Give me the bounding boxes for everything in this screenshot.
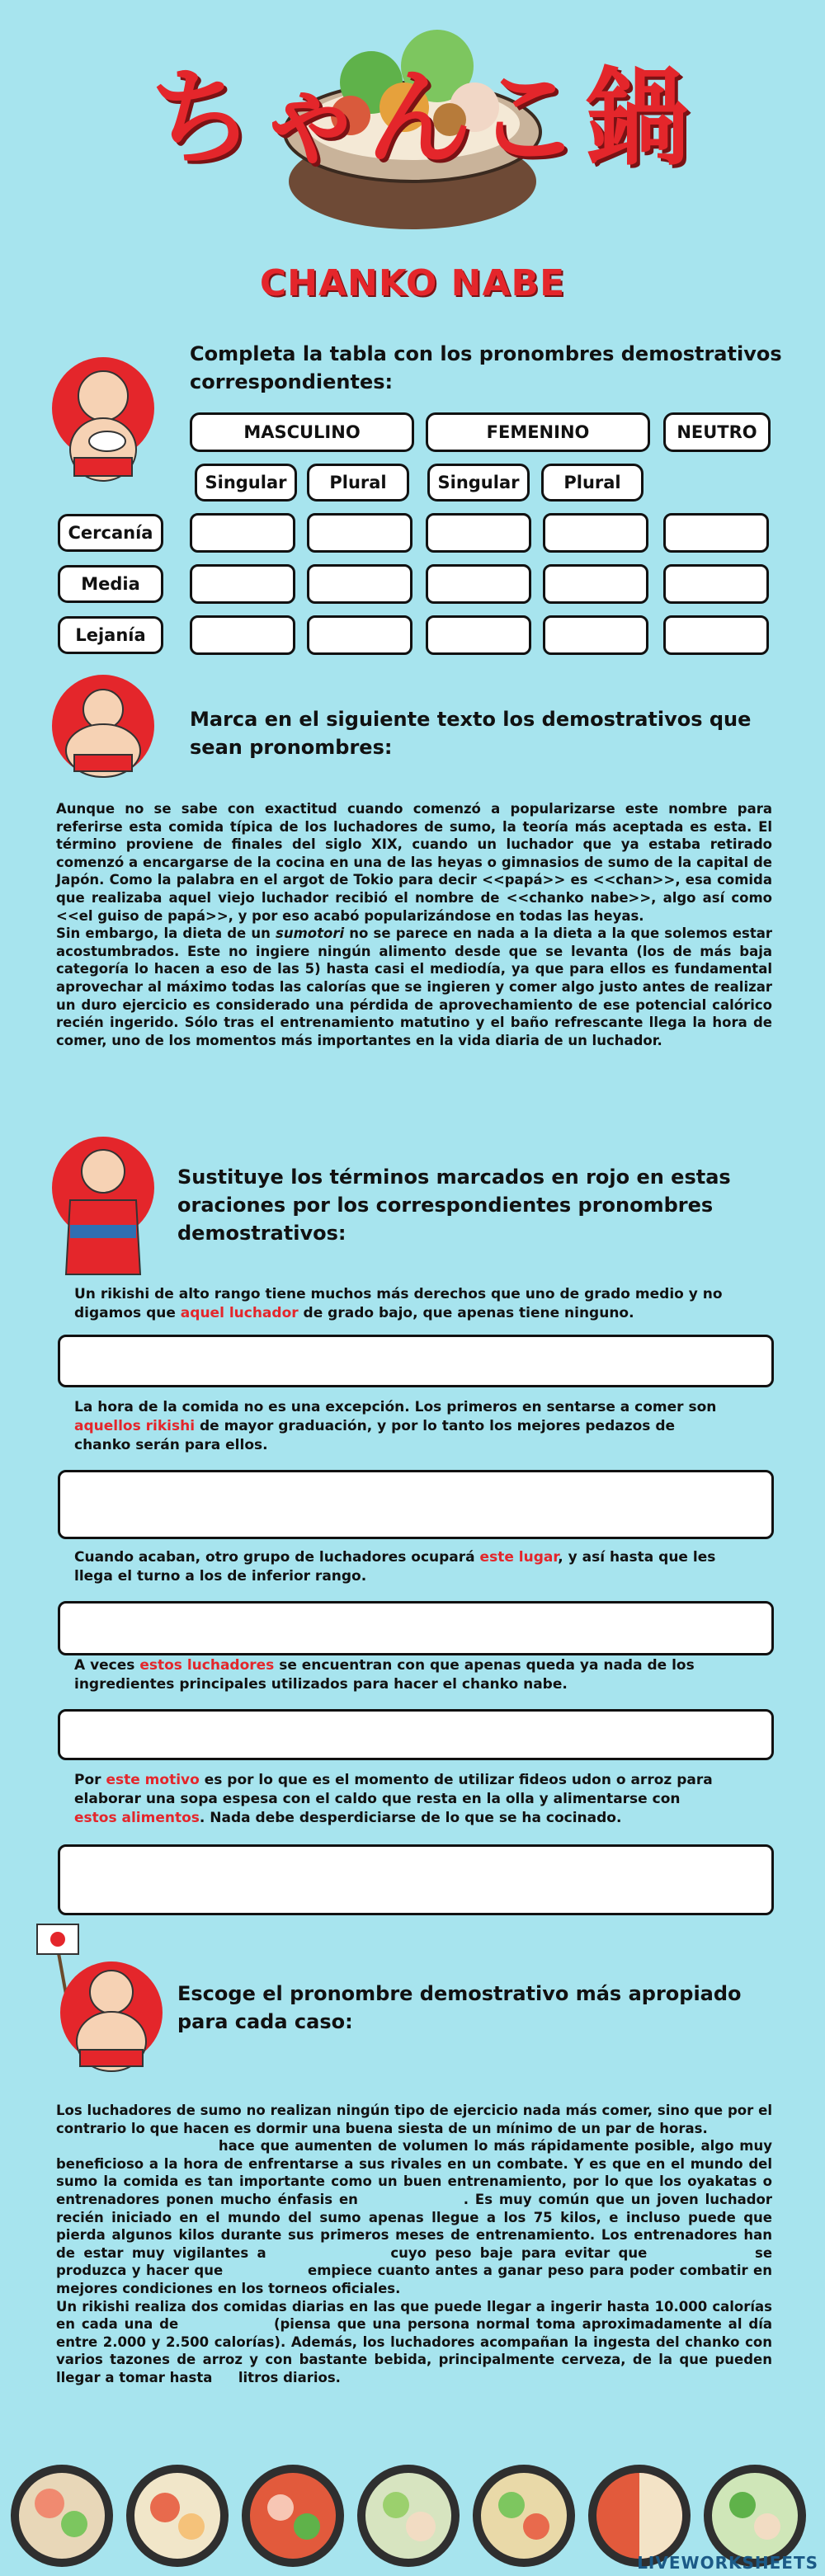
section2-instruction: Marca en el siguiente texto los demostrativos que sean pronombres: [190,708,752,759]
marked-term: estos luchadores [139,1657,275,1674]
section3-instruction: Sustituye los términos marcados en rojo en estas oraciones por los correspondientes pronombres demostrativos: [177,1166,731,1245]
sumo-kimono-illustration [50,1134,157,1283]
reading-paragraph-1: Aunque no se sabe con exactitud cuando comenzó a popularizarse este nombre para referirse esta comida típica de los luchadores de sumo, la teoría más aceptada es esta. El término proviene de finales del siglo XIX, cuando un luchador que ya estaba retirado comenzó a encargarse de la cocina en una de las heyas o gimnasios de sumo de la capital de Japón. Como la palabra en el argot de Tokio para decir <<papá>> es <<chan>>, esa comida que realizaba aquel viejo luchador recibió el nombre de <<chanko nabe>>, algo así como <<el guiso de papá>>, y por eso acabó popularizándose en todas las heyas. [56,801,772,924]
sentence-3: Cuando acaban, otro grupo de luchadores ocupará este lugar, y así hasta que les llega el turno a los de inferior rango. [74,1549,716,1585]
choice-blank[interactable] [365,2191,464,2204]
answer-cell[interactable] [426,513,531,553]
subcol-plural-f: Plural [541,464,644,502]
section4-instruction: Escoge el pronombre demostrativo más apropiado para cada caso: [177,1982,742,2033]
answer-cell[interactable] [663,564,769,604]
answer-cell[interactable] [663,513,769,553]
choice-blank[interactable] [217,2369,233,2382]
col-neutro: NEUTRO [663,412,771,452]
answer-cell[interactable] [426,564,531,604]
choice-blank[interactable] [275,2244,382,2258]
choice-text: Los luchadores de sumo no realizan ningún tipo de ejercicio nada más comer, sino que por el contrario lo que hacen es dormir una buena siesta de un mínimo de un par de horas. hace que aumenten de volumen lo más rápidamente posible, algo muy beneficioso a la hora de enfrentarse a sus rivales en un combate. Y es que en el mundo del sumo la comida es tan importante como un buen entrenamiento, por lo que los oyakatas o entrenadores ponen mucho énfasis en . Es muy común que un joven luchador recién iniciado en el mundo del sumo apenas llegue a los 75 kilos, e incluso puede que pierda algunos kilos durante sus primeros meses de entrenamiento. Los entrenadores han de estar muy vigilantes a cuyo peso baje para evitar que se produzca y hacer que empiece cuanto antes a ganar peso para poder combatir en mejores condiciones en los torneos oficiales. Un rikishi realiza dos comidas diarias en las que puede llegar a ingerir hasta 10.000 calorías en cada una de (piensa que una persona normal toma aproximadamente al día entre 2.000 y 2.500 calorías). Además, los luchadores acompañan la ingesta del chanko con varios tazones de arroz y con bastante bebida, principalmente cerveza, de la que pueden llegar a tomar hasta litros diarios. [56,2103,773,2385]
subcol-singular-f: Singular [427,464,530,502]
answer-cell[interactable] [543,513,648,553]
sentence-1: Un rikishi de alto rango tiene muchos más derechos que uno de grado medio y no digamos que aquel luchador de grado bajo, que apenas tiene ninguno. [74,1286,723,1321]
section1-instruction: Completa la tabla con los pronombres demostrativos correspondientes: [190,342,782,393]
answer-cell[interactable] [307,564,412,604]
marked-term: este lugar [479,1549,559,1566]
reading-paragraph-2c: no se parece en nada a la dieta a la que solemos estar acostumbrados. Este no ingiere ningún alimento desde que se levanta (los de más baja categoría lo hacen a eso de las 5) hasta casi el mediodía, ya que para ellos es fundamental aprovechar al máximo todas las calorías que se ingieren y comer algo justo antes de realizar un duro ejercicio es considerado una pérdida de aprovechamiento de ese potencial calórico recién ingerido. Sólo tras el entrenamiento matutino y el baño refrescante llega la hora de comer, uno de los momentos más importantes en la vida diaria de un luchador. [56,925,772,1048]
answer-cell[interactable] [426,615,531,655]
row-cercania: Cercanía [58,514,163,552]
choice-blank[interactable] [185,2315,267,2329]
marked-term: aquellos rikishi [74,1418,196,1434]
col-femenino: FEMENINO [426,412,650,452]
answer-cell[interactable] [663,615,769,655]
row-media: Media [58,565,163,603]
sumo-flag-illustration [29,1918,177,2099]
sumotori-word: sumotori [276,925,345,942]
sentence-5: Por este motivo es por lo que es el momento de utilizar fideos udon o arroz para elaborar una sopa espesa con el caldo que resta en la olla y alimentarse con estos alimentos. Nada debe desperdiciarse de lo que se ha cocinado. [74,1772,713,1826]
footer-logo[interactable]: LIVEWORKSHEETS [637,2553,818,2573]
sumo-eating-illustration [50,351,157,499]
row-lejania: Lejanía [58,616,163,654]
marked-term: estos alimentos [74,1810,200,1826]
answer-field-1[interactable] [58,1335,774,1387]
sentence-2: La hora de la comida no es una excepción. Los primeros en sentarse a comer son aquellos rikishi de mayor graduación, y por lo tanto los mejores pedazos de chanko serán para ellos. [74,1399,717,1453]
answer-field-2[interactable] [58,1470,774,1539]
kanji-title: ちゃんこ鍋 [148,57,693,180]
answer-cell[interactable] [543,615,648,655]
choice-blank[interactable] [56,2140,213,2155]
answer-field-5[interactable] [58,1844,774,1915]
marked-term: aquel luchador [180,1305,299,1321]
reading-text [56,800,772,1049]
answer-field-3[interactable] [58,1601,774,1655]
marked-term: este motivo [106,1772,200,1788]
sumo-squat-illustration [50,672,157,796]
subcol-plural-m: Plural [307,464,409,502]
choice-blank[interactable] [656,2244,747,2258]
header-banner [0,0,825,330]
answer-cell[interactable] [190,513,295,553]
subcol-singular-m: Singular [195,464,297,502]
answer-field-4[interactable] [58,1709,774,1760]
answer-cell[interactable] [543,564,648,604]
answer-cell[interactable] [190,564,295,604]
col-masculino: MASCULINO [190,412,414,452]
reading-paragraph-2a: Sin embargo, la dieta de un [56,925,276,942]
answer-cell[interactable] [307,615,412,655]
answer-cell[interactable] [190,615,295,655]
page-title: CHANKO NABE [259,262,566,304]
answer-cell[interactable] [307,513,412,553]
sentence-4: A veces estos luchadores se encuentran con que apenas queda ya nada de los ingredientes principales utilizados para hacer el chanko nabe. [74,1657,695,1693]
choice-blank[interactable] [229,2262,303,2275]
